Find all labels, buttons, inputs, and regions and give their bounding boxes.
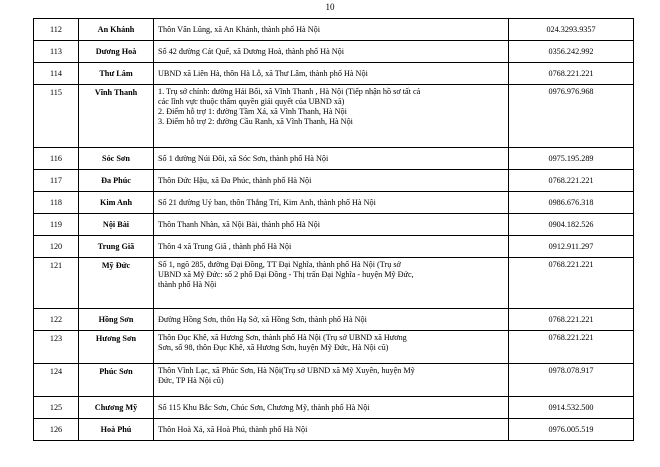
- phone-number: 0768.221.221: [509, 331, 634, 364]
- address-line: Số 21 đường Uỷ ban, thôn Thắng Trí, Kim Anh, thành phố Hà Nội: [158, 197, 376, 207]
- row-number: 120: [34, 236, 79, 258]
- row-number: 112: [34, 19, 79, 41]
- commune-name: Dương Hoà: [79, 41, 154, 63]
- address-line: Số 42 đường Cát Quế, xã Dương Hoà, thành phố Hà Nội: [158, 46, 345, 56]
- address-line: Thôn Đục Khê, xã Hương Sơn, thành phố Hà Nội (Trụ sở UBND xã Hương: [158, 333, 407, 342]
- phone-number: 0904.182.526: [509, 214, 634, 236]
- address-line: Số 115 Khu Bắc Sơn, Chúc Sơn, Chương Mỹ, thành phố Hà Nội: [158, 402, 370, 412]
- address-cell: [154, 331, 509, 364]
- table-row: [34, 331, 634, 364]
- row-number: 123: [34, 331, 79, 364]
- page-number: 10: [325, 2, 335, 12]
- table-row: [34, 236, 634, 258]
- commune-name: Đa Phúc: [79, 170, 154, 192]
- commune-name: Sóc Sơn: [79, 148, 154, 170]
- address-cell: [154, 85, 509, 148]
- row-number: 115: [34, 85, 79, 148]
- row-number: 113: [34, 41, 79, 63]
- row-number: 125: [34, 397, 79, 419]
- table-row: [34, 397, 634, 419]
- phone-number: 0768.221.221: [509, 258, 634, 309]
- address-line: Sơn, số 98, thôn Đục Khê, xã Hương Sơn, huyện Mỹ Đức, Hà Nội cũ): [158, 343, 389, 352]
- address-cell: [154, 309, 509, 331]
- commune-name: Chương Mỹ: [79, 397, 154, 419]
- row-number: 126: [34, 419, 79, 441]
- table-row: [34, 364, 634, 397]
- commune-name: Kim Anh: [79, 192, 154, 214]
- table-row: [34, 85, 634, 148]
- address-cell: [154, 397, 509, 419]
- office-table: [33, 18, 634, 441]
- address-line: các lĩnh vực thuộc thẩm quyền giải quyết của UBND xã): [158, 97, 345, 106]
- commune-name: Mỹ Đức: [79, 258, 154, 309]
- address-line: Thôn Vân Lũng, xã An Khánh, thành phố Hà Nội: [158, 24, 320, 34]
- address-line: Đức, TP Hà Nội cũ): [158, 376, 224, 385]
- address-line: Thôn Đức Hậu, xã Đa Phúc, thành phố Hà Nội: [158, 175, 312, 185]
- phone-number: 0978.078.917: [509, 364, 634, 397]
- phone-number: 0976.976.968: [509, 85, 634, 148]
- commune-name: Hoà Phú: [79, 419, 154, 441]
- table-row: [34, 170, 634, 192]
- address-line: Đường Hồng Sơn, thôn Hạ Sở, xã Hồng Sơn, thành phố Hà Nội: [158, 314, 367, 324]
- address-line: Thôn Vĩnh Lạc, xã Phúc Sơn, Hà Nội(Trụ sở UBND xã Mỹ Xuyên, huyện Mỹ: [158, 366, 415, 375]
- row-number: 117: [34, 170, 79, 192]
- address-cell: [154, 192, 509, 214]
- phone-number: 0914.532.500: [509, 397, 634, 419]
- commune-name: Hồng Sơn: [79, 309, 154, 331]
- commune-name: Hương Sơn: [79, 331, 154, 364]
- address-line: thành phố Hà Nội: [158, 280, 217, 289]
- phone-number: 0768.221.221: [509, 309, 634, 331]
- phone-number: 0768.221.221: [509, 63, 634, 85]
- phone-number: 0976.005.519: [509, 419, 634, 441]
- address-cell: [154, 148, 509, 170]
- phone-number: 0975.195.289: [509, 148, 634, 170]
- address-cell: [154, 63, 509, 85]
- address-line: 1. Trụ sở chính: đường Hải Bối, xã Vĩnh Thanh , Hà Nội (Tiếp nhận hồ sơ tất cả: [158, 87, 421, 96]
- table-row: [34, 258, 634, 309]
- phone-number: 0986.676.318: [509, 192, 634, 214]
- row-number: 124: [34, 364, 79, 397]
- table-row: [34, 19, 634, 41]
- address-line: Thôn Hoà Xá, xã Hoà Phú, thành phố Hà Nội: [158, 424, 308, 434]
- row-number: 114: [34, 63, 79, 85]
- table-row: [34, 41, 634, 63]
- address-line: Số 1, ngõ 285, đường Đại Đồng, TT Đại Nghĩa, thành phố Hà Nội (Trụ sở: [158, 260, 401, 269]
- row-number: 122: [34, 309, 79, 331]
- address-line: UBND xã Mỹ Đức: số 2 phố Đại Đồng - Thị trấn Đại Nghĩa - huyện Mỹ Đức,: [158, 270, 414, 279]
- address-line: Số 1 đường Núi Đôi, xã Sóc Sơn, thành phố Hà Nội: [158, 153, 329, 163]
- address-line: Thôn 4 xã Trung Giã , thành phố Hà Nội: [158, 241, 292, 251]
- table-row: [34, 419, 634, 441]
- phone-number: 024.3293.9357: [509, 19, 634, 41]
- address-line: 2. Điểm hỗ trợ 1: đường Tầm Xá, xã Vĩnh Thanh, Hà Nội: [158, 107, 347, 116]
- address-cell: [154, 170, 509, 192]
- address-cell: [154, 419, 509, 441]
- commune-name: An Khánh: [79, 19, 154, 41]
- row-number: 121: [34, 258, 79, 309]
- address-line: UBND xã Liên Hà, thôn Hà Lỗ, xã Thư Lâm, thành phố Hà Nội: [158, 68, 368, 78]
- table-body: [34, 19, 634, 441]
- phone-number: 0356.242.992: [509, 41, 634, 63]
- commune-name: Vĩnh Thanh: [79, 85, 154, 148]
- address-line: 3. Điểm hỗ trợ 2: đường Cầu Ranh, xã Vĩnh Thanh, Hà Nội: [158, 117, 353, 126]
- address-cell: [154, 19, 509, 41]
- row-number: 116: [34, 148, 79, 170]
- phone-number: 0912.911.297: [509, 236, 634, 258]
- row-number: 118: [34, 192, 79, 214]
- table-row: [34, 63, 634, 85]
- address-line: Thôn Thanh Nhàn, xã Nội Bài, thành phố Hà Nội: [158, 219, 320, 229]
- commune-name: Thư Lâm: [79, 63, 154, 85]
- address-cell: [154, 258, 509, 309]
- commune-name: Nội Bài: [79, 214, 154, 236]
- row-number: 119: [34, 214, 79, 236]
- address-cell: [154, 41, 509, 63]
- address-cell: [154, 214, 509, 236]
- commune-name: Trung Giã: [79, 236, 154, 258]
- table-row: [34, 214, 634, 236]
- commune-name: Phúc Sơn: [79, 364, 154, 397]
- phone-number: 0768.221.221: [509, 170, 634, 192]
- address-cell: [154, 236, 509, 258]
- table-row: [34, 148, 634, 170]
- address-cell: [154, 364, 509, 397]
- table-row: [34, 309, 634, 331]
- table-row: [34, 192, 634, 214]
